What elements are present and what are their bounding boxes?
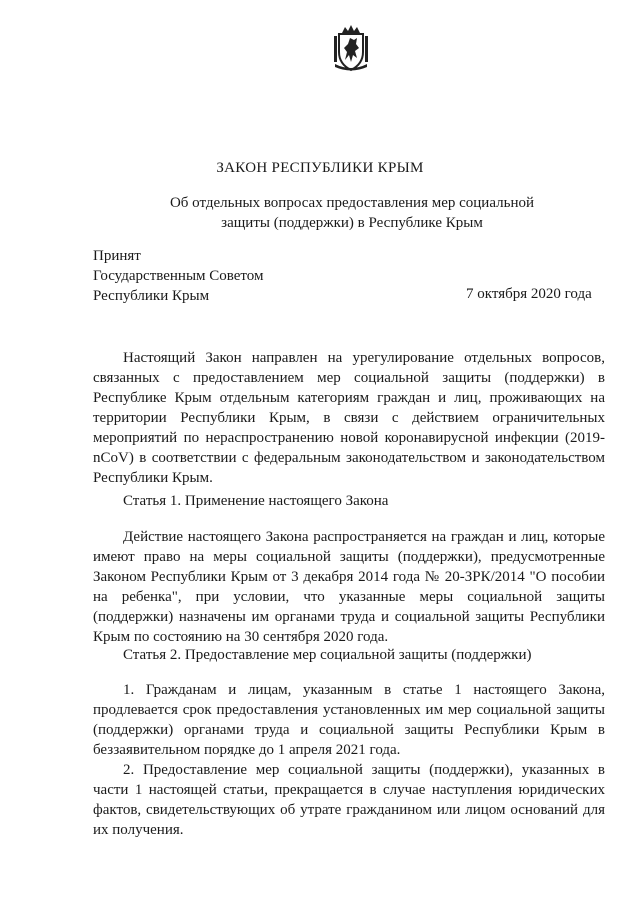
article-1-body [93,527,605,647]
adopted-line-2: Государственным Советом [93,268,264,284]
adoption-date: 7 октября 2020 года [466,286,592,302]
document-title: ЗАКОН РЕСПУБЛИКИ КРЫМ [216,160,424,176]
preamble-paragraph: Настоящий Закон направлен на урегулирование отдельных вопросов, связанных с предоставлением мер социальной защиты (поддержки) в Республике Крым отдельным категориям граждан и лиц, проживающих на территории Республики Крым, в связи с действием ограничительных мероприятий по нераспространению новой коронавирусной инфекции (2019-nCoV) в соответствии с федеральным законодательством и законодательством Республики Крым. [93,350,605,486]
coat-of-arms-emblem [331,24,371,72]
preamble [93,348,605,488]
subtitle-line-2: защиты (поддержки) в Республике Крым [221,215,483,231]
document-subtitle [0,193,640,233]
article-1-paragraph: Действие настоящего Закона распространяется на граждан и лиц, которые имеют право на меры социальной защиты (поддержки), предусмотренные Законом Республики Крым от 3 декабря 2014 года № 20-ЗРК/2014 "О пособии на ребенка", при условии, что указанные меры социальной защиты (поддержки) назначены им органами труда и социальной защиты Республики Крым по состоянию на 30 сентября 2020 года. [93,529,605,645]
adopted-line-1: Принят [93,248,141,264]
article-2-heading: Статья 2. Предоставление мер социальной защиты (поддержки) [123,647,532,663]
article-2-body [93,680,605,840]
adopted-line-3: Республики Крым [93,288,210,304]
article-1-heading: Статья 1. Применение настоящего Закона [123,493,389,509]
adoption-block [93,246,264,306]
subtitle-line-1: Об отдельных вопросах предоставления мер социальной [169,195,535,211]
article-2-part-1: 1. Гражданам и лицам, указанным в статье 1 настоящего Закона, продлевается срок предоставления установленных им мер социальной защиты (поддержки) органами труда и социальной защиты Республики Крым в беззаявительном порядке до 1 апреля 2021 года. [93,682,605,758]
article-2-part-2: 2. Предоставление мер социальной защиты (поддержки), указанных в части 1 настоящей статьи, прекращается в случае наступления юридических фактов, свидетельствующих об утрате гражданином или лицом оснований для их получения. [93,762,605,838]
